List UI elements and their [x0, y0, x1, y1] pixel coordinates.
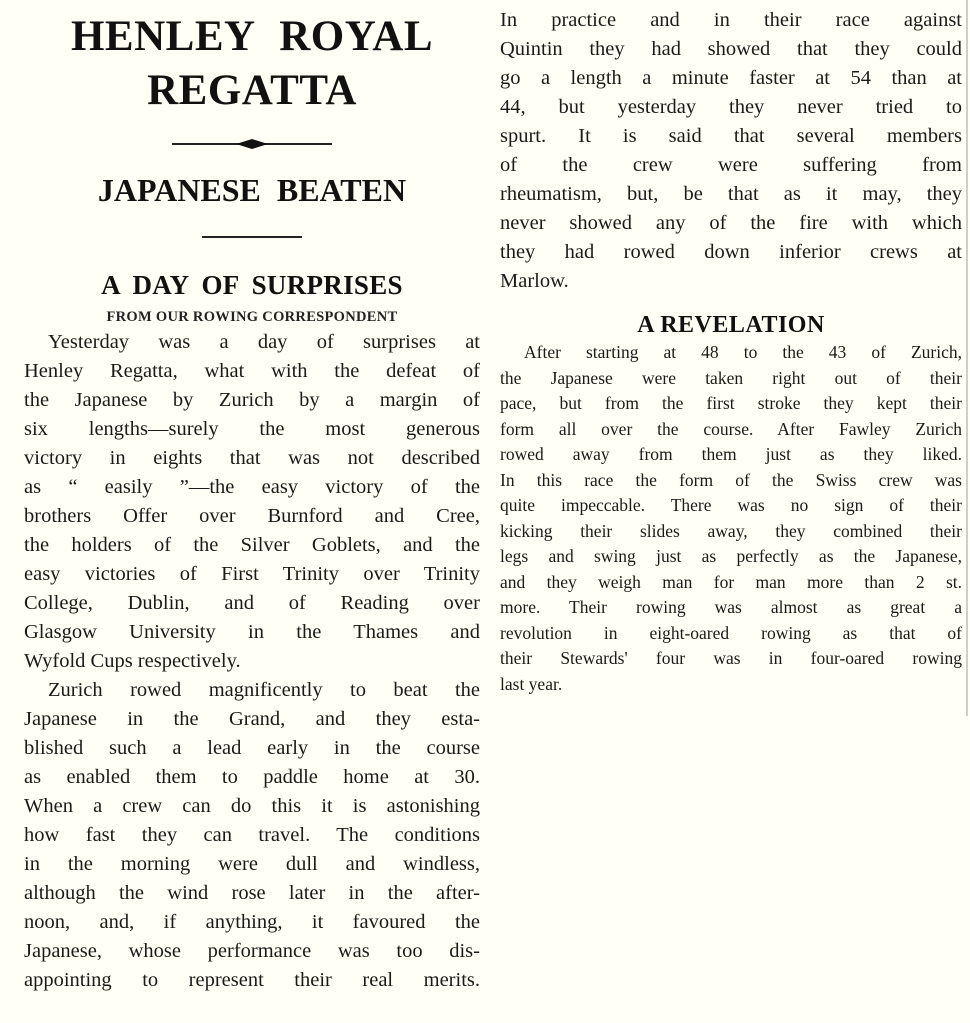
text-line: spurt. It is said that several members — [500, 125, 962, 147]
text-line: in the morning were dull and windless, — [24, 853, 480, 875]
text-line: In this race the form of the Swiss crew was — [500, 469, 962, 490]
section-heading: A DAY OF SURPRISES — [101, 270, 403, 300]
column-edge-rule — [966, 0, 968, 716]
text-line: never showed any of the fire with which — [500, 212, 962, 234]
divider-rule — [202, 236, 302, 238]
text-line: the Japanese were taken right out of their — [500, 367, 962, 388]
text-line: as enabled them to paddle home at 30. — [24, 766, 480, 788]
text-line: blished such a lead early in the course — [24, 737, 480, 759]
text-line: quite impeccable. There was no sign of their — [500, 495, 962, 515]
text-line: kicking their slides away, they combined their — [500, 520, 962, 541]
text-line: they had rowed down inferior crews at — [500, 241, 962, 263]
text-line: appointing to represent their real merits. — [24, 969, 480, 991]
text-line: In practice and in their race against — [500, 9, 962, 31]
text-line: 44, but yesterday they never tried to — [500, 96, 962, 118]
text-line: how fast they can travel. The conditions — [24, 824, 480, 846]
subheadline: JAPANESE BEATEN — [97, 172, 407, 208]
text-line: rowed away from them just as they liked. — [500, 444, 962, 464]
left-paragraph-2 — [24, 676, 480, 995]
left-column — [24, 0, 480, 995]
right-paragraph-2 — [500, 340, 962, 697]
text-line: pace, but from the first stroke they kept their — [500, 393, 962, 413]
headline-line-2: REGATTA — [147, 67, 357, 114]
text-line: the Japanese by Zurich by a margin of — [24, 389, 480, 411]
text-line: the holders of the Silver Goblets, and the — [24, 534, 480, 556]
text-line: of the crew were suffering from — [500, 154, 962, 176]
text-line: last year. — [500, 673, 563, 694]
text-line: Yesterday was a day of surprises at — [48, 331, 480, 353]
revelation-heading: A REVELATION — [637, 312, 825, 338]
text-line: Japanese in the Grand, and they esta- — [24, 708, 480, 730]
text-line: Japanese, whose performance was too dis- — [24, 940, 480, 962]
text-line: although the wind rose later in the after- — [24, 882, 480, 904]
text-line: brothers Offer over Burnford and Cree, — [24, 505, 480, 527]
ornamental-divider — [172, 136, 332, 152]
text-line: revolution in eight-oared rowing as that of — [500, 622, 962, 643]
right-column — [500, 0, 962, 697]
text-line: Marlow. — [500, 270, 569, 292]
text-line: easy victories of First Trinity over Trinity — [24, 563, 480, 585]
text-line: form all over the course. After Fawley Zurich — [500, 418, 962, 439]
text-line: After starting at 48 to the 43 of Zurich, — [524, 342, 962, 362]
left-paragraph-1 — [24, 328, 480, 676]
text-line: Wyfold Cups respectively. — [24, 650, 241, 672]
text-line: College, Dublin, and of Reading over — [24, 592, 480, 614]
text-line: rheumatism, but, be that as it may, they — [500, 183, 962, 205]
text-line: their Stewards' four was in four-oared rowing — [500, 648, 962, 668]
text-line: Glasgow University in the Thames and — [24, 621, 480, 643]
text-line: legs and swing just as perfectly as the Japanese, — [500, 546, 962, 566]
byline: FROM OUR ROWING CORRESPONDENT — [106, 309, 398, 325]
text-line: go a length a minute faster at 54 than at — [500, 67, 962, 89]
text-line: victory in eights that was not described — [24, 447, 480, 469]
text-line: more. Their rowing was almost as great a — [500, 597, 962, 617]
text-line: Zurich rowed magnificently to beat the — [48, 679, 480, 701]
text-line: six lengths—surely the most generous — [24, 418, 480, 440]
right-paragraph-1 — [500, 6, 962, 296]
text-line: When a crew can do this it is astonishing — [24, 795, 480, 817]
text-line: as “ easily ”—the easy victory of the — [24, 476, 480, 498]
text-line: Henley Regatta, what with the defeat of — [24, 360, 480, 382]
text-line: Quintin they had showed that they could — [500, 38, 962, 60]
headline-line-1: HENLEY ROYAL — [70, 13, 434, 60]
text-line: and they weigh man for man more than 2 st. — [500, 571, 962, 592]
text-line: noon, and, if anything, it favoured the — [24, 911, 480, 933]
